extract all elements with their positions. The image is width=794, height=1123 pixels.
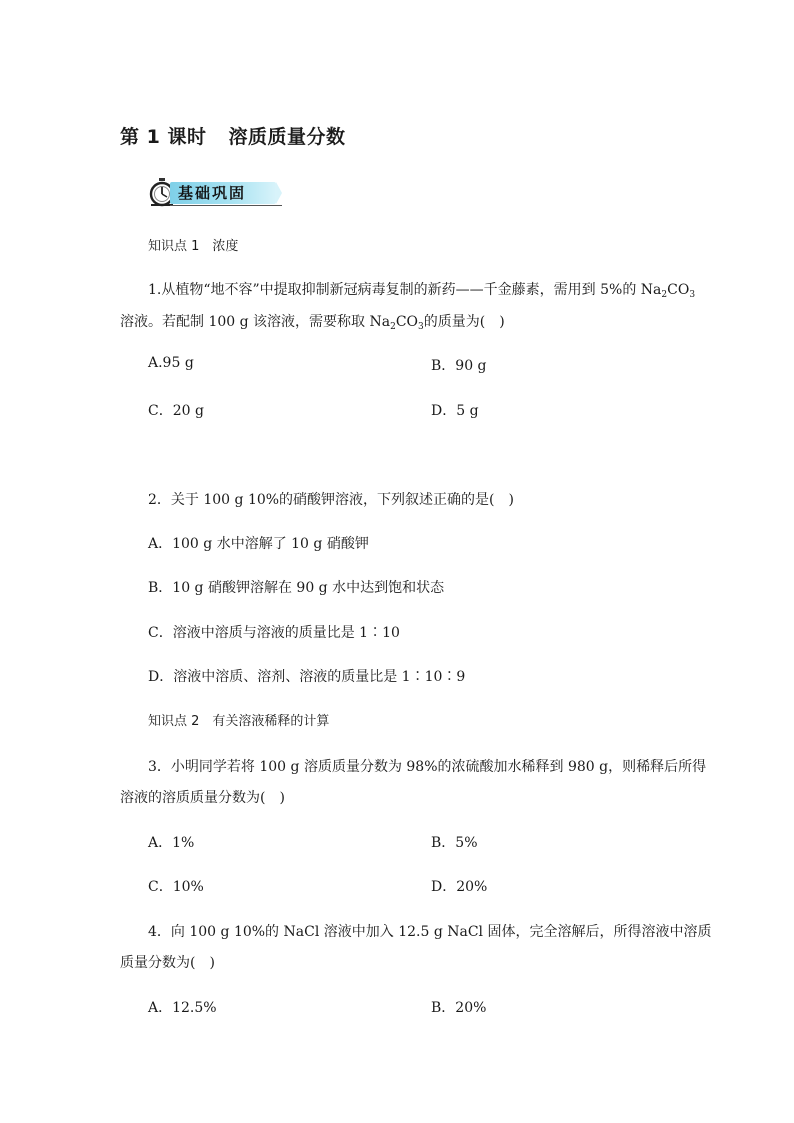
q3-stem-line2: 溶液的溶质质量分数为( ) [120,790,285,806]
q2-option-a: A．100 g 水中溶解了 10 g 硝酸钾 [148,536,369,552]
section-banner-label: 基础巩固 [178,184,247,202]
knowledge-point-1: 知识点 1 浓度 [148,239,239,254]
section-banner [148,177,280,209]
q4-stem-line2: 质量分数为( ) [120,955,215,971]
q2-option-b: B．10 g 硝酸钾溶解在 90 g 水中达到饱和状态 [148,580,445,596]
q1-option-b: B．90 g [431,358,487,374]
q2-stem: 2．关于 100 g 10%的硝酸钾溶液，下列叙述正确的是( ) [148,492,514,508]
page-title [120,122,345,149]
knowledge-point-2: 知识点 2 有关溶液稀释的计算 [148,714,330,729]
q4-option-a: A．12.5% [148,1000,217,1016]
q2-option-c: C．溶液中溶质与溶液的质量比是 1∶10 [148,625,400,641]
q1-option-a: A.95 g [148,355,194,371]
q4-stem-line1: 4．向 100 g 10%的 NaCl 溶液中加入 12.5 g NaCl 固体，完全溶解后，所得溶液中溶质 [148,924,712,940]
q2-option-d: D．溶液中溶质、溶剂、溶液的质量比是 1∶10∶9 [148,669,466,685]
q1-stem-line2: 溶液。若配制 100 g 该溶液，需要称取 $Na_2CO_3$的质量为( ) [120,314,505,332]
lesson-number: 第 1 课时 [120,126,207,148]
q3-option-b: B．5% [431,835,478,851]
lesson-topic: 溶质质量分数 [228,126,346,148]
q3-option-a: A．1% [148,835,195,851]
q4-option-b: B．20% [431,1000,487,1016]
q1-option-d: D．5 g [431,403,479,419]
q3-stem-line1: 3．小明同学若将 100 g 溶质质量分数为 98%的浓硫酸加水稀释到 980 g，则稀释后所得 [148,759,707,775]
q3-option-c: C．10% [148,879,204,895]
q1-stem-line1: 1.从植物“地不容”中提取抑制新冠病毒复制的新药——千金藤素，需用到 5%的 $Na_2CO_3$ [148,282,696,300]
q3-option-d: D．20% [431,879,488,895]
q1-option-c: C．20 g [148,403,204,419]
